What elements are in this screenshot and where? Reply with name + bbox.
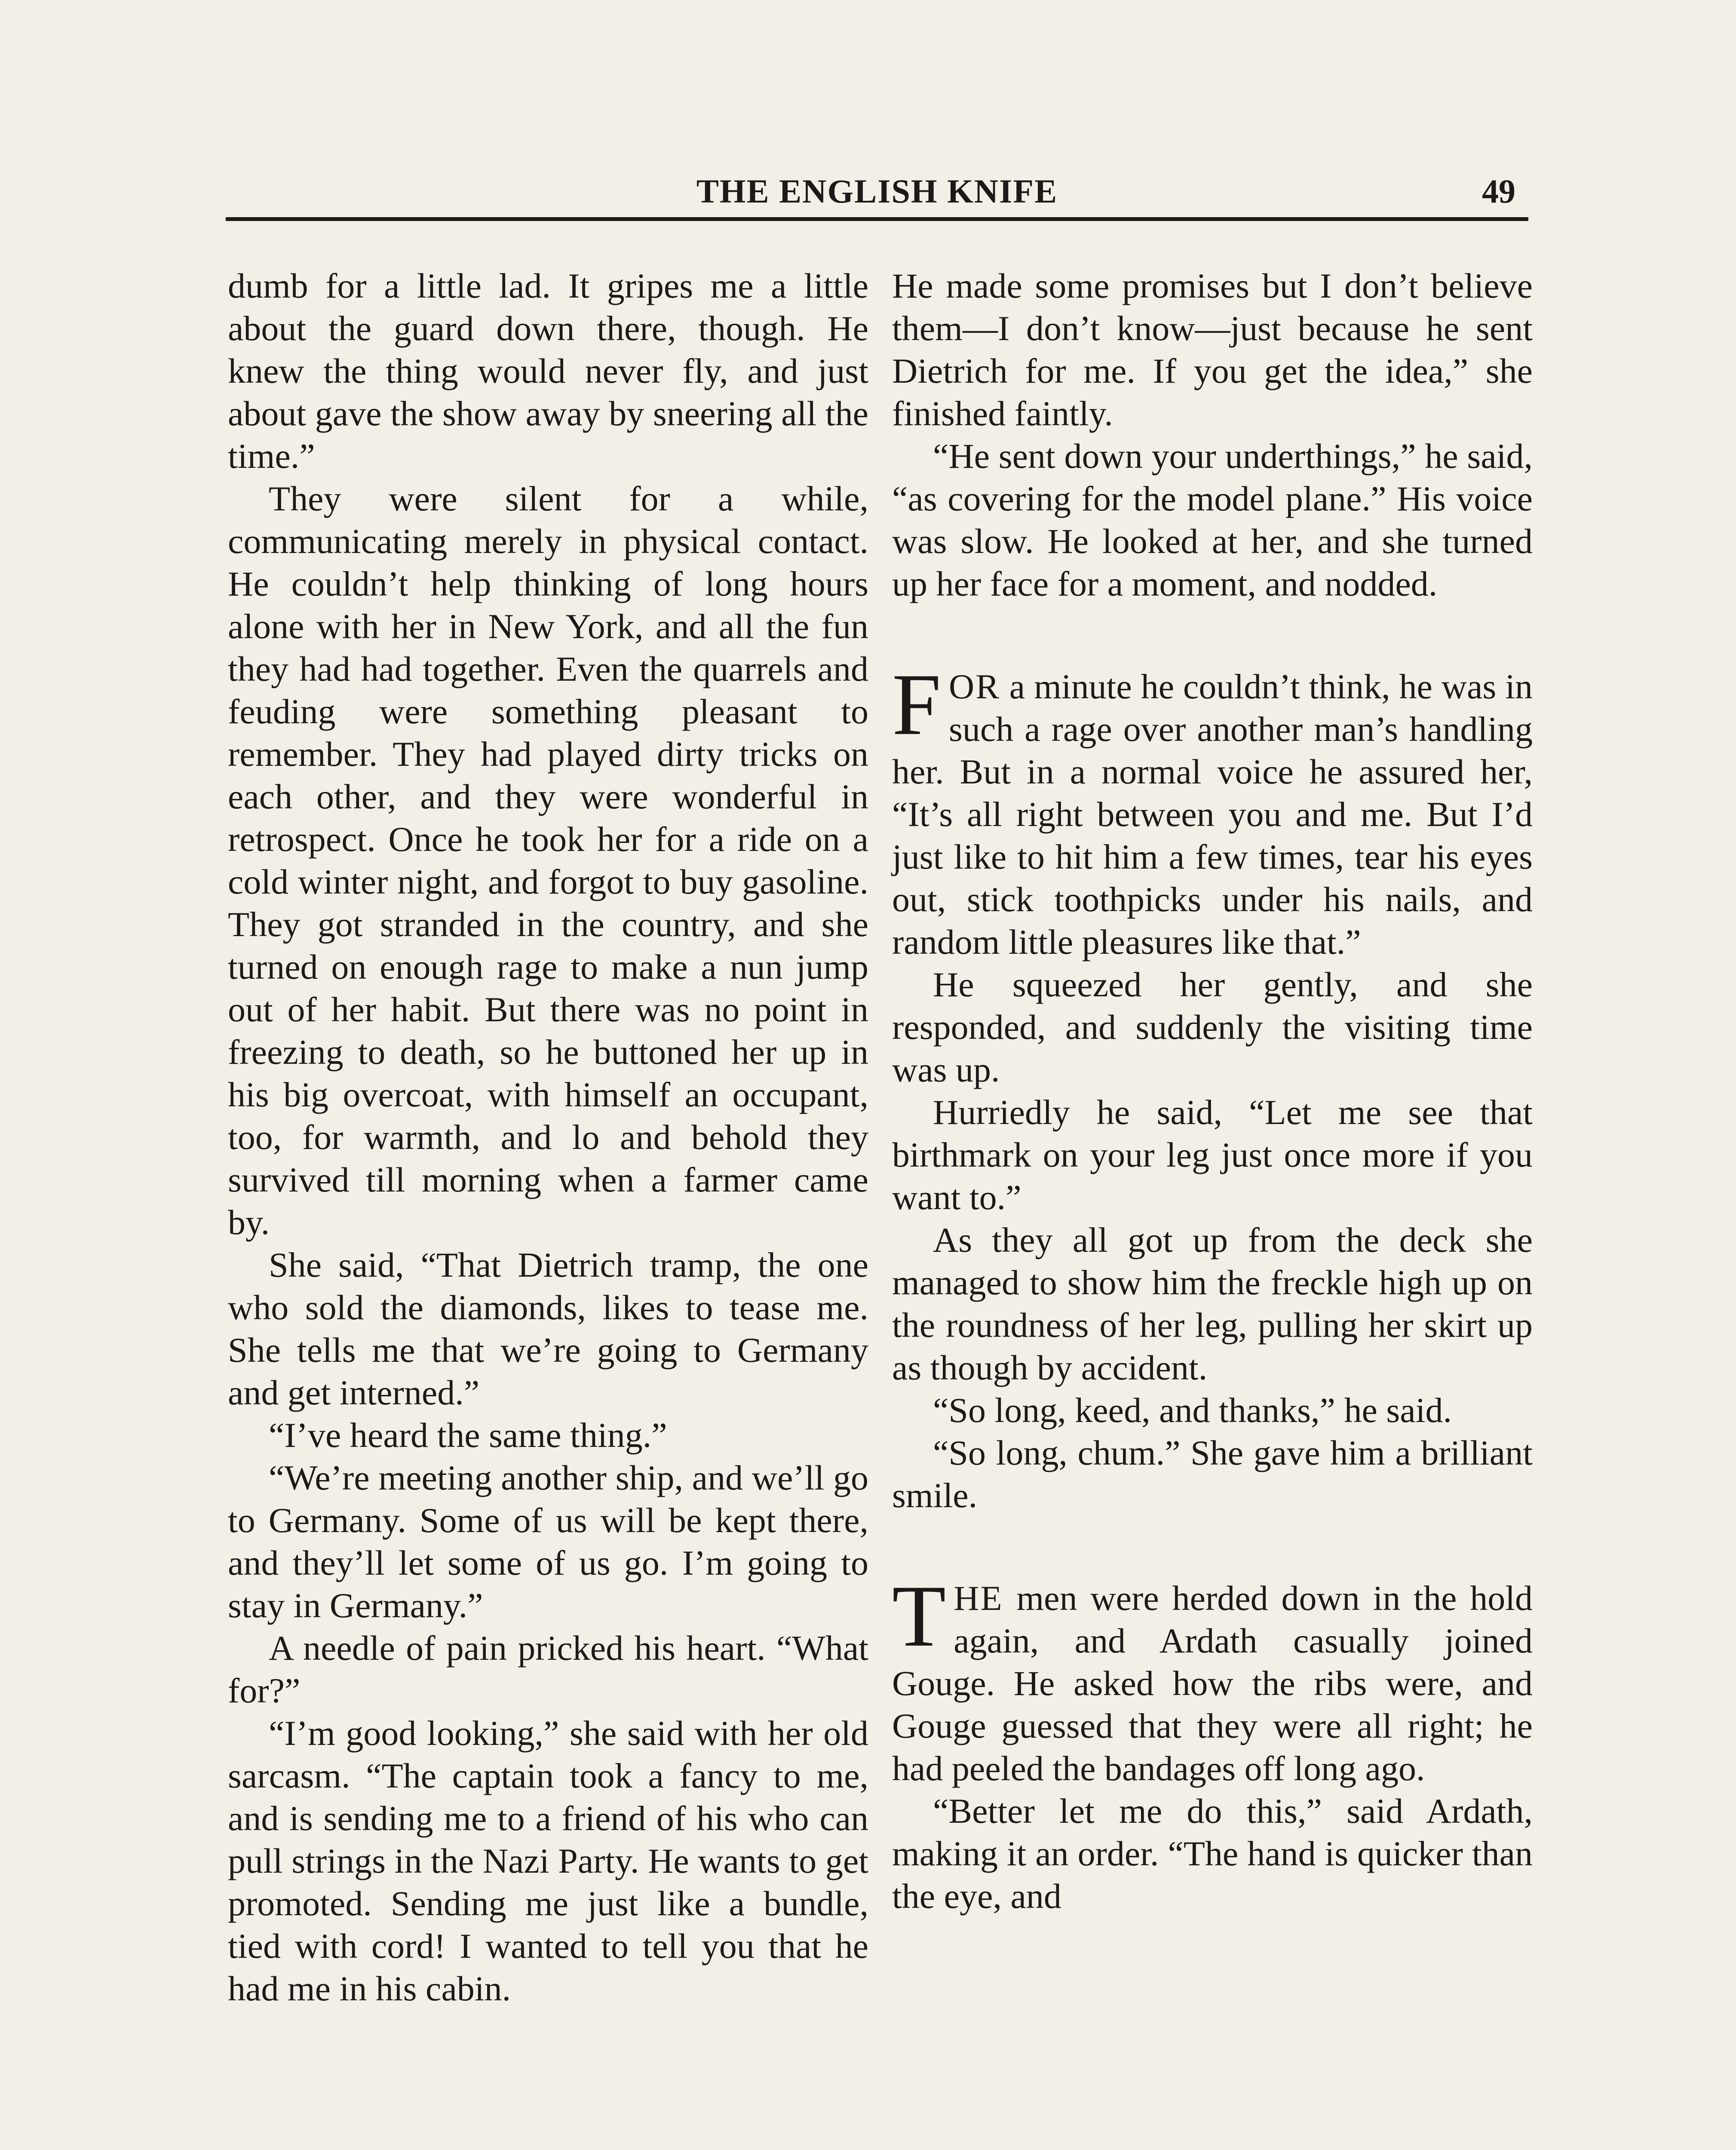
page-number: 49 xyxy=(1482,172,1515,210)
paragraph: She said, “That Dietrich tramp, the one who sold the diamonds, likes to tease me. She tells me that we’re going to Germany and get interned.” xyxy=(228,1245,868,1412)
section-opening-paragraph xyxy=(892,1567,1533,1790)
section-opening-paragraph xyxy=(892,656,1533,963)
paragraph-text: men were herded down in the hold again, and Ardath casually joined Gouge. He asked how the ribs were, and Gouge guessed that they were all right; he had peeled the bandages off long ago. xyxy=(892,1579,1533,1788)
paragraph: “So long, chum.” She gave him a brilliant smile. xyxy=(892,1433,1533,1515)
paragraph: “He sent down your underthings,” he said, “as covering for the model plane.” His voice was slow. He looked at her, and she turned up her face for a moment, and nodded. xyxy=(892,436,1533,603)
paragraph: They were silent for a while, communicating merely in physical contact. He couldn’t help thinking of long hours alone with her in New York, and all the fun they had had together. Even the quarrels and feuding were something pleasant to remember. They had played dirty tricks on each other, and they were wonderful in retrospect. Once he took her for a ride on a cold winter night, and forgot to buy gasoline. They got stranded in the country, and she turned on enough rage to make a nun jump out of her habit. But there was no point in freezing to death, so he buttoned her up in his big overcoat, with himself an occupant, too, for warmth, and lo and behold they survived till morning when a farmer came by. xyxy=(228,479,868,1242)
left-column xyxy=(228,264,868,2010)
drop-cap: F xyxy=(892,656,942,753)
paragraph: “Better let me do this,” said Ardath, making it an order. “The hand is quicker than the eye, and xyxy=(892,1791,1533,1916)
drop-cap: T xyxy=(892,1567,946,1665)
paragraph: He squeezed her gently, and she responded, and suddenly the visiting time was up. xyxy=(892,965,1533,1089)
right-column xyxy=(892,264,1533,1917)
running-title: THE ENGLISH KNIFE xyxy=(696,172,1058,210)
paragraph: “We’re meeting another ship, and we’ll go to Germany. Some of us will be kept there, and they’ll let some of us go. I’m going to stay in Germany.” xyxy=(228,1458,868,1625)
paragraph: Hurriedly he said, “Let me see that birthmark on your leg just once more if you want to.” xyxy=(892,1093,1533,1217)
small-caps-lead: HE xyxy=(954,1579,1003,1618)
paragraph: “I’m good looking,” she said with her old sarcasm. “The captain took a fancy to me, and is sending me to a friend of his who can pull strings in the Nazi Party. He wants to get promoted. Sending me just like a bundle, tied with cord! I wanted to tell you that he had me in his cabin. xyxy=(228,1714,868,2008)
paragraph: “I’ve heard the same thing.” xyxy=(269,1416,667,1455)
paragraph: He made some promises but I don’t believe them—I don’t know—just because he sent Dietrich for me. If you get the idea,” she finished faintly. xyxy=(892,266,1533,433)
paragraph: “So long, keed, and thanks,” he said. xyxy=(933,1391,1452,1430)
paragraph-text: a minute he couldn’t think, he was in such a rage over another man’s handling her. But in a normal voice he assured her, “It’s all right between you and me. But I’d just like to hit him a few times, tear his eyes out, stick toothpicks under his nails, and random little pleasures like that.” xyxy=(892,667,1533,961)
small-caps-lead: OR xyxy=(949,667,1000,706)
paragraph: A needle of pain pricked his heart. “What for?” xyxy=(228,1628,868,1710)
paragraph: As they all got up from the deck she managed to show him the freckle high up on the roundness of her leg, pulling her skirt up as though by accident. xyxy=(892,1220,1533,1387)
header-rule xyxy=(226,217,1528,221)
running-head xyxy=(226,168,1528,215)
paragraph: dumb for a little lad. It gripes me a little about the guard down there, though. He knew the thing would never fly, and just about gave the show away by sneering all the time.” xyxy=(228,266,868,476)
